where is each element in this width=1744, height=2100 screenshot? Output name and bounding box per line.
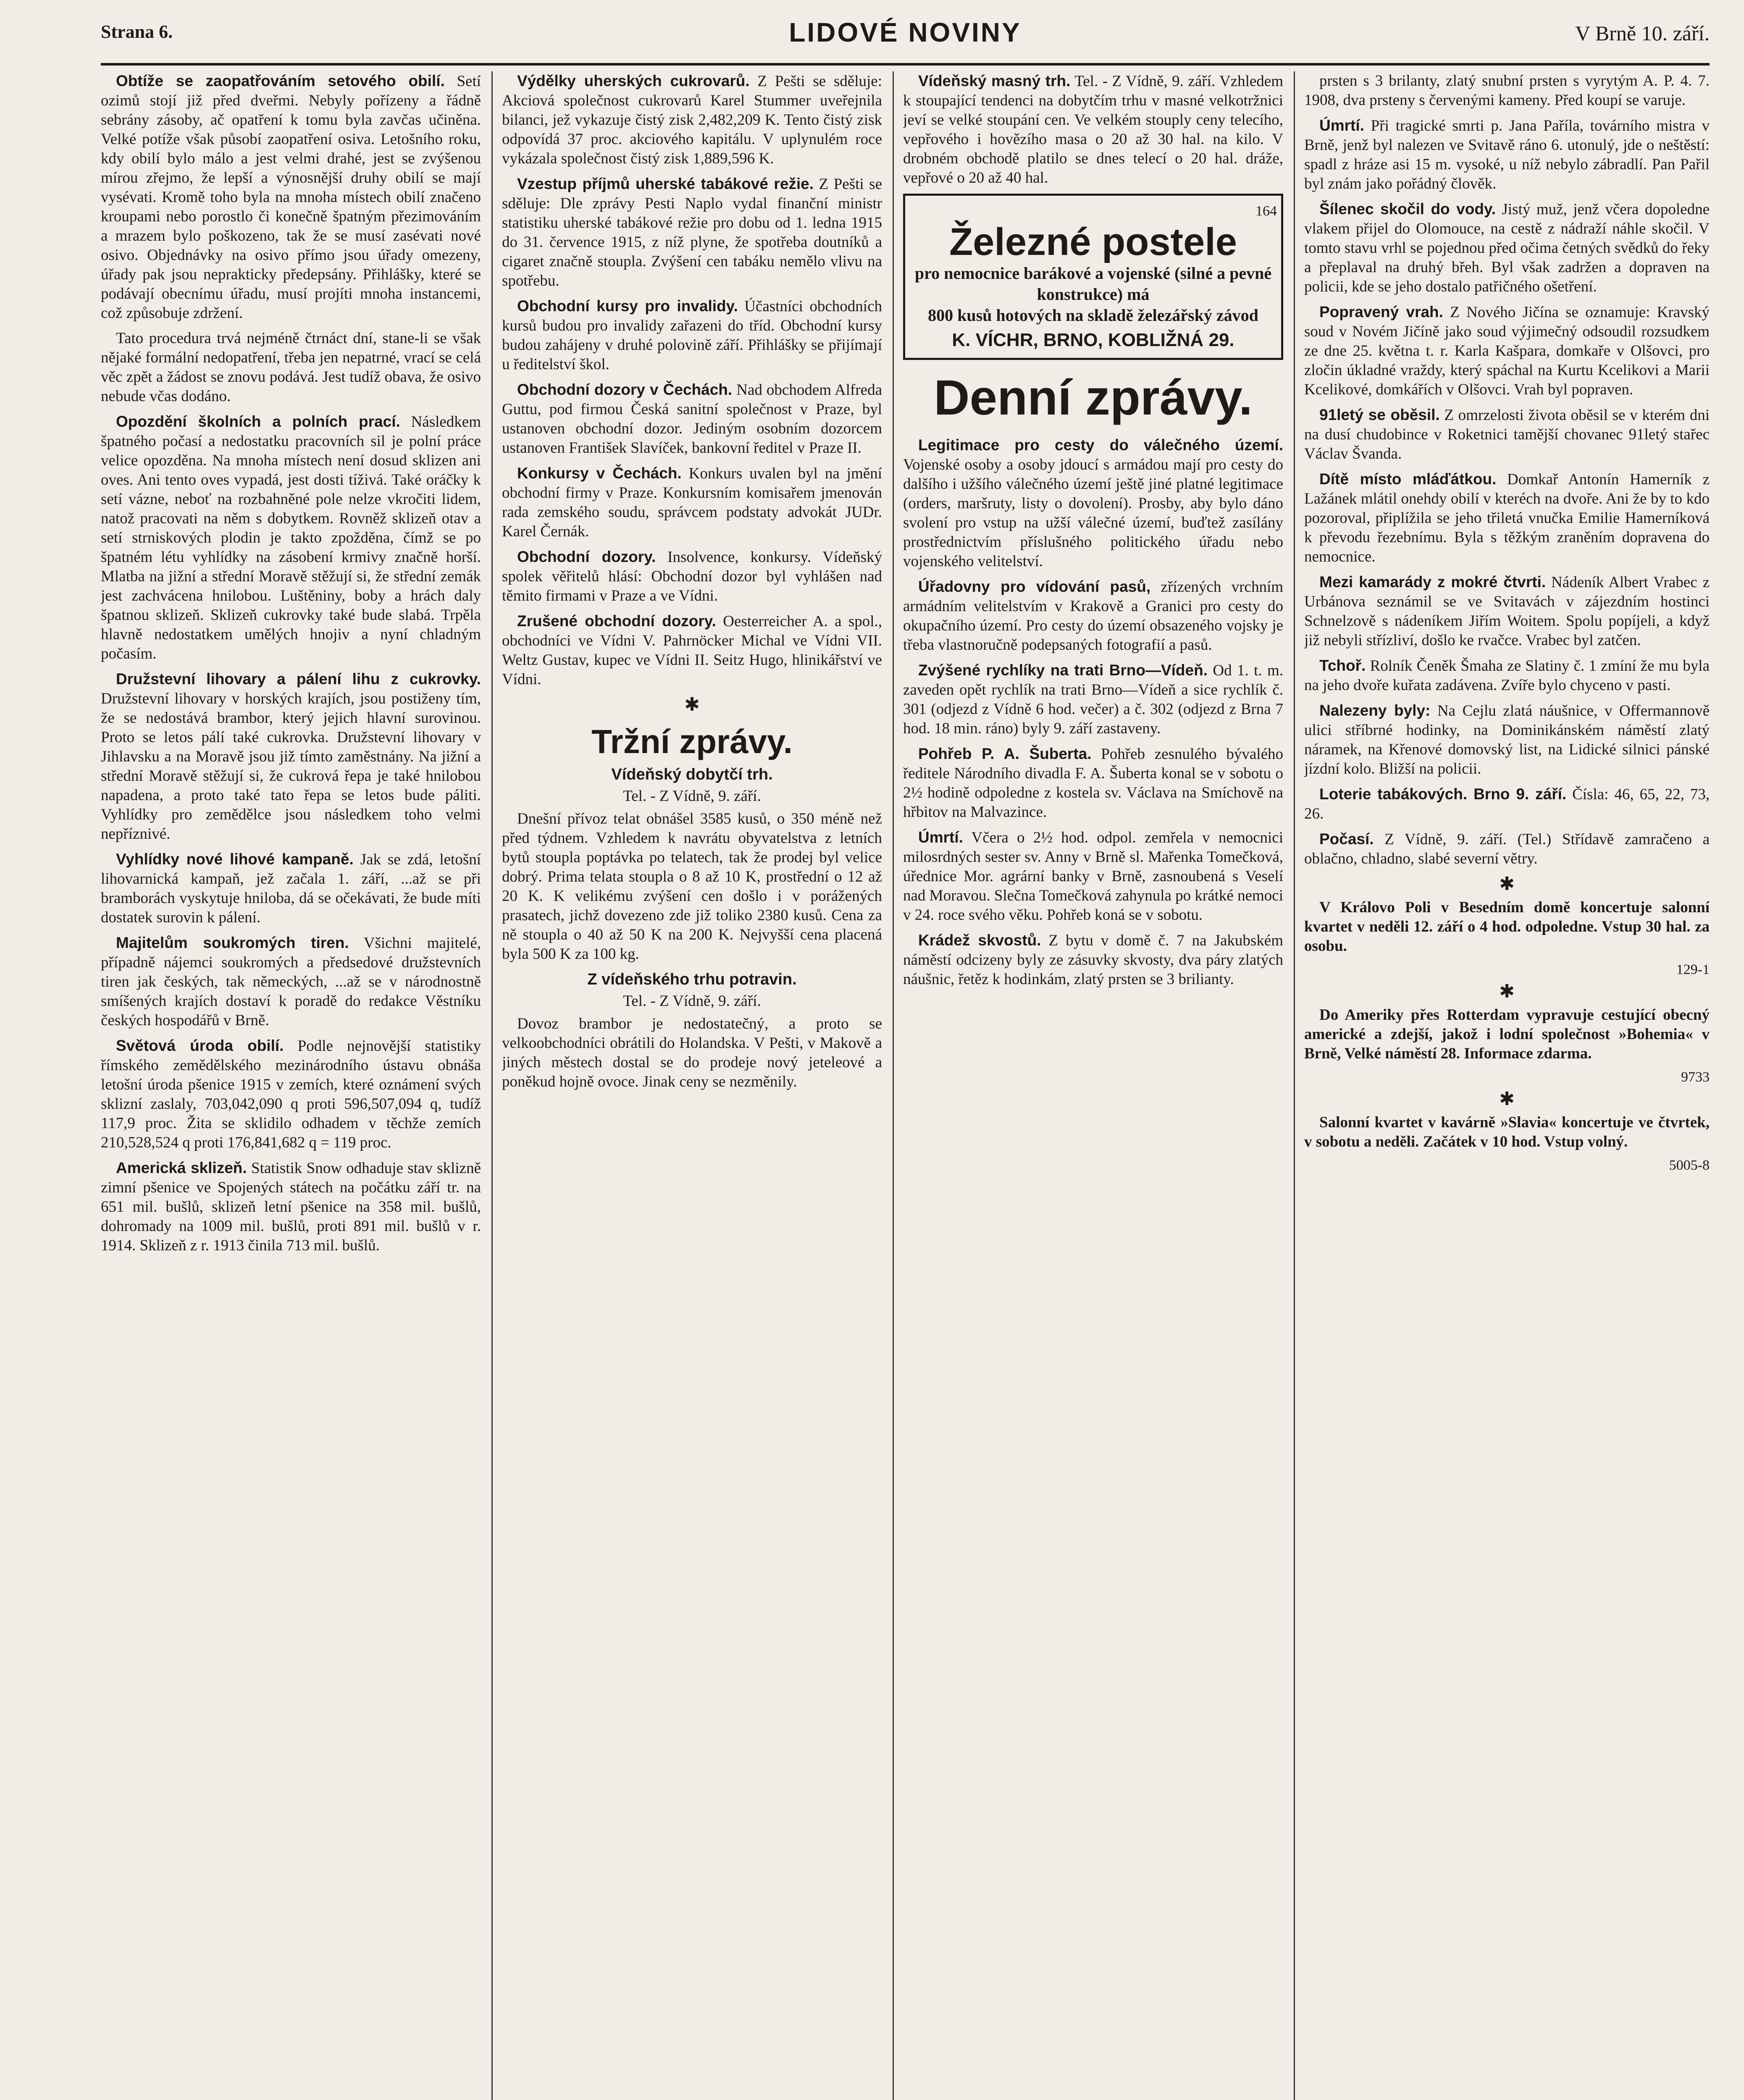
article bbox=[1304, 71, 1710, 110]
article-body: Jistý muž, jenž včera dopoledne vlakem přijel do Olomouce, na cestě z nádraží náhle skočil. V tomto stavu vrhl se pojednou před očima četných svědků do řeky a přeplaval na druhý břeh. Byl však zadržen a dopraven na policii, kde se jeho dostalo patřičného ošetření. bbox=[1304, 201, 1710, 295]
article-body: Insolvence, konkursy. Vídeňský spolek věřitelů hlásí: Obchodní dozor byl vyhlášen nad těmito firmami v Praze a ve Vídni. bbox=[502, 549, 882, 604]
article bbox=[502, 380, 882, 458]
article-body: Při tragické smrti p. Jana Paříla, továrního mistra v Brně, jenž byl nalezen ve Svitavě ráno 6. utonulý, jde o neštěstí: spadl z hráze asi 15 m. vysoké, u níž nebylo zábradlí. Pan Pařil byl znám jako pořádný člověk. bbox=[1304, 117, 1710, 192]
column-divider bbox=[1294, 71, 1295, 2100]
article-title: Pohřeb P. A. Šuberta. bbox=[918, 745, 1092, 762]
article-title: Zvýšené rychlíky na trati Brno—Vídeň. bbox=[918, 662, 1208, 679]
article-title: Nalezeny byly: bbox=[1319, 702, 1431, 719]
daily-news-heading: Denní zprávy. bbox=[934, 370, 1253, 425]
article bbox=[1304, 572, 1710, 650]
article bbox=[1304, 302, 1710, 399]
article-title: Popravený vrah. bbox=[1319, 303, 1443, 320]
article-title: Úmrtí. bbox=[918, 829, 963, 846]
article-body: Z Pešti se sděluje: Dle zprávy Pesti Naplo vydal finanční ministr statistiku uherské tabákové režie pro dobu od 1. ledna 1915 do 31. července 1915, z níž plyne, že spotřeba doutníků a cigaret značně stoupla. Zvýšení cen tabáku nemělo vlivu na spotřebu. bbox=[502, 176, 882, 289]
separator-star: ✱ bbox=[1499, 981, 1515, 1002]
article-body: Z bytu v domě č. 7 na Jakubském náměstí odcizeny byly ze zásuvky skvosty, dva páry zlatých náušnic, řetěz k hodinkám, zlatý prsten se 3 brilianty. bbox=[903, 932, 1283, 988]
article-body: Družstevní lihovary v horských krajích, jsou postiženy tím, že se nedostává brambor, který jejich hlavní surovinou. Proto se letos pálí také cukrovka. Družstevní lihovary v Jihlavsku a na Moravě jsou již tímto zaměstnány. Na jižní a střední Moravě stěžují si, že cukrová řepa je také hnilobou napadena, a proto také tato řepa se letos bude páliti. Vyhlídky pro zemědělce jsou následkem toho velmi nepříznivé. bbox=[101, 690, 481, 843]
article-body: Oesterreicher A. a spol., obchodníci ve Vídni V. Pahrnöcker Michal ve Vídni VII. Weltz Gustav, kupec ve Vídni II. Seitz Hugo, hlinikářství ve Vídni. bbox=[502, 613, 882, 688]
article-body: Rolník Čeněk Šmaha ze Slatiny č. 1 zmíní že mu byla na jeho dvoře kuřata zadávena. Zvíře bylo chyceno v pasti. bbox=[1304, 657, 1710, 694]
article-body: Nad obchodem Alfreda Guttu, pod firmou Česká sanitní společnost v Praze, byl ustanoven obchodní dozor. Jediným osobním dozorcem ustanoven František Slavíček, bankovní ředitel v Praze II. bbox=[502, 381, 882, 457]
article bbox=[1304, 200, 1710, 297]
article-body: Konkurs uvalen byl na jmění obchodní firmy v Praze. Konkursním komisařem jmenován rada zemského soudu, správcem podstaty advokát JUDr. Karel Černák. bbox=[502, 465, 882, 540]
article bbox=[1304, 656, 1710, 695]
notice-ref: 129-1 bbox=[1676, 962, 1710, 977]
article bbox=[903, 436, 1283, 571]
column-2 bbox=[502, 71, 882, 2100]
article-title: Obchodní dozory v Čechách. bbox=[517, 381, 733, 398]
article bbox=[903, 577, 1283, 655]
article bbox=[502, 464, 882, 541]
article bbox=[1304, 830, 1710, 869]
article-body: Nádeník Albert Vrabec z Urbánova seznámil se ve Svitavách v zájezdním hostinci Schnelzově s nádeníkem Jiřím Woitem. Spolu popíjeli, a když již nebyli střízliví, došlo ke rvačce. Vrabec byl zatčen. bbox=[1304, 574, 1710, 649]
market-subheading-food: Z vídeňského trhu potravin. bbox=[587, 971, 797, 988]
article bbox=[1304, 785, 1710, 824]
article-body: Z Pešti se sděluje: Akciová společnost cukrovarů Karel Stummer uveřejnila bilanci, jež vykazuje čistý zisk 2,482,209 K. Tento čistý zisk odpovídá 37 proc. akciového kapitálu. V uplynulém roce vykázala společnost čistý zisk 1,889,596 K. bbox=[502, 73, 882, 167]
article bbox=[502, 71, 882, 168]
article bbox=[1304, 701, 1710, 779]
article bbox=[903, 744, 1283, 822]
separator-star: ✱ bbox=[684, 694, 700, 715]
article-body: Následkem špatného počasí a nedostatku pracovních sil je polní práce velice opozděna. Na mnoha místech není dosud sklizen ani oves. Ani tento oves vypadá, jest dosti tíživá. Také oráčky k setí vázne, neboť na rozbahněné pole nelze vkročiti lidem, natož pracovati na něm s dobytkem. Rovněž sklizeň otav a setí strniskových plodin je takto zpožděna, čímž se po špatném létu vyhlídky na zásobení krmivy značně horší. Mlatba na jižní a střední Moravě stěžují si, že střední zemák jest zachvácena hnilobou. Luštěniny, boby a hrách daly špatnou sklizeň. Sklizeň cukrovky také bude slabá. Trpěla hlavně nedostatkem umělých hnojiv a nyní chladným počasím. bbox=[101, 413, 481, 662]
article bbox=[101, 1158, 481, 1255]
article-body: Čísla: 46, 65, 22, 73, 26. bbox=[1304, 786, 1710, 822]
article-body: zřízených vrchním armádním velitelstvím v Krakově a Granici pro cesty do okupačního území. Pro cesty do území obsazeného vojsky je třeba vlastnoručně podepsaných fotografií a pasů. bbox=[903, 578, 1283, 654]
ad-headline: Železné postele bbox=[949, 220, 1237, 263]
article-title: Majitelům soukromých tiren. bbox=[116, 934, 349, 951]
article-title: Loterie tabákových. Brno 9. září. bbox=[1319, 785, 1567, 803]
ad-line-1: pro nemocnice barákové a vojenské (silné a pevné konstrukce) má bbox=[914, 264, 1272, 304]
article bbox=[1304, 405, 1710, 464]
market-dateline-cattle: Tel. - Z Vídně, 9. září. bbox=[623, 788, 761, 805]
article bbox=[101, 71, 481, 323]
market-heading: Tržní zprávy. bbox=[591, 723, 793, 760]
article-body: Z Vídně, 9. září. (Tel.) Střídavě zamračeno a oblačno, chladno, slabé severní větry. bbox=[1304, 831, 1710, 867]
article-body: Pohřeb zesnulého bývalého ředitele Národního divadla F. A. Šuberta konal se v sobotu o 2½ hodině odpoledne z kostela sv. Václava na Smíchově na hřbitov na Malvazince. bbox=[903, 746, 1283, 821]
article bbox=[101, 669, 481, 844]
column-3 bbox=[903, 71, 1283, 2100]
article-title: Mezi kamarády z mokré čtvrti. bbox=[1319, 573, 1546, 591]
classified-notice: Salonní kvartet v kavárně »Slavia« koncertuje ve čtvrtek, v sobotu a neděli. Začátek v 10 hod. Vstup volný. bbox=[1304, 1114, 1710, 1150]
article bbox=[101, 412, 481, 664]
market-report-cattle: Dnešní přívoz telat obnášel 3585 kusů, o 350 méně než před týdnem. Vzhledem k navrátu obyvatelstva z letních bytů stoupla poptávka po telatech, tak že prodej byl velice dobrý. Prima telata stoupla o 8 až 10 K, prostřední o 12 až 20 K. K velikému zvýšení cen došlo i v porážených prasatech, jichž dovezeno zde již toliko 2380 kusů. Cena za ně stoupla o 40 až 50 K na 200 K. Nejvyšší cena placená byla 500 K za 100 kg. bbox=[502, 810, 882, 963]
article-body: Tato procedura trvá nejméně čtrnáct dní, stane-li se však nějaké formální nedopatření, třeba jen nepatrné, vrací se celá věc zpět a žádost se znovu podává. Jest tudíž obava, že osivo nebude včas dodáno. bbox=[101, 330, 481, 405]
article-body: Setí ozimů stojí již před dveřmi. Nebyly pořízeny a řádně sebrány zásoby, ač opatření k tomu byla zavčas učiněna. Velké potíže však působí zaopatření osiva. Letošního roku, kdy obilí bylo málo a jest velmi drahé, jest se zvýšenou mírou zřejmo, že lepší a výnosnější druhy obilí se mají vysévati. Kromě toho byla na mnoha místech obilí značeno kroupami nebo porostlo či konečně špatným přezimováním a mrazem bylo poškozeno, tak že se musí zasévati nové osivo. Objednávky na osivo přímo jsou úřady omezeny, úřady pak jsou neprakticky předepsány. Přihlášky, které se podávají obecnímu úřadu, musí projíti mnoha instancemi, což způsobuje zdržení. bbox=[101, 73, 481, 322]
article-body: prsten s 3 brilanty, zlatý snubní prsten s vyrytým A. P. 4. 7. 1908, dva prsteny s červenými kameny. Před koupí se varuje. bbox=[1304, 72, 1710, 109]
page-label: Strana 6. bbox=[101, 21, 173, 42]
article-body: Jak se zdá, letošní lihovarnická kampaň, jež začala 1. září, ...až se při bramborách vyskytuje hniloba, dá se očekávati, že bude míti dostatek surovin k pálení. bbox=[101, 851, 481, 926]
article-title: Tchoř. bbox=[1319, 657, 1366, 674]
article-title: Americká sklizeň. bbox=[116, 1159, 247, 1176]
article-body: Z Nového Jičína se oznamuje: Kravský soud v Novém Jičíně jako soud výjimečný odsoudil rozsudkem ze dne 25. května t. r. Karla Kašpara, domkaře v Olšovci, pro zločin úkladné vraždy, který spáchal na Kurtu Kcelikovi a Marii Kcelikové, domkářích v Olšovci. Vrah byl popraven. bbox=[1304, 304, 1710, 398]
market-dateline-food: Tel. - Z Vídně, 9. září. bbox=[623, 992, 761, 1010]
article bbox=[101, 933, 481, 1030]
article bbox=[1304, 116, 1710, 194]
article-title: Legitimace pro cesty do válečného území. bbox=[918, 436, 1283, 454]
ad-ref: 164 bbox=[1255, 203, 1277, 219]
ad-line-2: 800 kusů hotových na skladě železářský závod bbox=[928, 306, 1258, 325]
article bbox=[502, 612, 882, 689]
article bbox=[101, 850, 481, 927]
article-body: Všichni majitelé, případně nájemci soukromých a předsedové družstevních tiren jak českých, tak německých, ...až se v národnostně smíšených krajích dostaví k poradě do redakce Věstníku českých hospodářů v Brně. bbox=[101, 934, 481, 1029]
article-title: Vídeňský masný trh. bbox=[918, 72, 1071, 89]
article-body: Z omrzelosti života oběsil se v kterém dni na dusí chudobince v Roketnici tamější chovanec 91letý stařec Václav Švanda. bbox=[1304, 407, 1710, 462]
article-title: Šílenec skočil do vody. bbox=[1319, 200, 1496, 218]
column-1 bbox=[101, 71, 481, 2100]
article-title: Obtíže se zaopatřováním setového obilí. bbox=[116, 72, 445, 89]
header-rule bbox=[101, 63, 1710, 66]
article-title: Krádež skvostů. bbox=[918, 932, 1041, 949]
article-body: Statistik Snow odhaduje stav sklizně zimní pšenice ve Spojených státech na počátku září tr. na 651 mil. bušlů, sklizeň letní pšenice na 358 mil. bušlů, dohromady na 1009 mil. bušlů, proti 891 mil. bušlů v r. 1914. Sklizeň z r. 1913 činila 713 mil. bušlů. bbox=[101, 1160, 481, 1254]
article-title: Vyhlídky nové lihové kampaně. bbox=[116, 850, 354, 868]
article bbox=[903, 828, 1283, 925]
article-title: Úmrtí. bbox=[1319, 117, 1364, 134]
article-title: Výdělky uherských cukrovarů. bbox=[517, 72, 750, 89]
article-body: Od 1. t. m. zaveden opět rychlík na trati Brno—Vídeň a sice rychlík č. 301 (odjezd z Vídně 6 hod. večer) a č. 302 (odjezd z Brna 7 hod. 18 min. ráno) byly 9. září zastaveny. bbox=[903, 662, 1283, 737]
article-title: Konkursy v Čechách. bbox=[517, 465, 682, 482]
article-body: Tel. - Z Vídně, 9. září. Vzhledem k stoupající tendenci na dobytčím trhu v masné velkotržnici jeví se velké stoupání cen. Ve velkém stouply ceny telecího, vepřového i hovězího masa o 20 až 30 hal. na kilo. V drobném obchodě platilo se dnes telecí o 20 hal. dráže, vepřové o 20 až 40 hal. bbox=[903, 73, 1283, 186]
separator-star: ✱ bbox=[1499, 1089, 1515, 1109]
article-title: Vzestup příjmů uherské tabákové režie. bbox=[517, 175, 814, 192]
notice-ref: 5005-8 bbox=[1669, 1158, 1710, 1173]
article-body: Vojenské osoby a osoby jdoucí s armádou mají pro cesty do dalšího i užšího válečného území ještě jiné platné legitimace (orders, maršruty, listy o dovolení). Prosby, aby bylo dáno svolení pro vstup na užší válečné území, buďtež zasílány prostřednictvím příslušného politického úřadu nebo vojenského velitelství. bbox=[903, 456, 1283, 570]
article bbox=[903, 71, 1283, 188]
article bbox=[101, 1036, 481, 1152]
article-title: Počasí. bbox=[1319, 830, 1374, 848]
notice-ref: 9733 bbox=[1681, 1069, 1710, 1085]
article-body: Domkař Antonín Hamerník z Lažánek mlátil onehdy obilí v kteréch na dvoře. Ani že by to kdo pozoroval, připlížila se jeho třiletá vnučka Emilie Hamerníková k převodu řezebnímu. Byla s těžkým zraněním dopravena do nemocnice. bbox=[1304, 471, 1710, 565]
classified-notice: Do Ameriky přes Rotterdam vypravuje cestující obecný americké a zdejší, jakož i lodní společnost »Bohemia« v Brně, Velké náměstí 28. Informace zdarma. bbox=[1304, 1006, 1710, 1062]
market-report-food: Dovoz brambor je nedostatečný, a proto se velkoobchodníci obrátili do Holandska. V Pešti, v Makově a jiných městech dostal se do prodeje nový jeteleové a poněkud hojně ovoce. Jinak ceny se nezměnily. bbox=[502, 1015, 882, 1090]
separator-star: ✱ bbox=[1499, 874, 1515, 894]
page-header bbox=[101, 13, 1710, 59]
article-body: Účastníci obchodních kursů budou pro invalidy zařazeni do tříd. Obchodní kursy budou zahájeny v druhé polovině září. Přihlášky se přijímají u ředitelství škol. bbox=[502, 298, 882, 373]
article-title: Obchodní dozory. bbox=[517, 548, 656, 565]
column-divider bbox=[893, 71, 894, 2100]
article bbox=[502, 547, 882, 606]
article-title: Světová úroda obilí. bbox=[116, 1037, 284, 1054]
article-title: Obchodní kursy pro invalidy. bbox=[517, 297, 738, 315]
column-4 bbox=[1304, 71, 1710, 2100]
issue-date: V Brně 10. září. bbox=[1575, 21, 1710, 45]
article-body: Včera o 2½ hod. odpol. zemřela v nemocnici milosrdných sester sv. Anny v Brně sl. Mařenka Tomečková, úřednice Mor. agrární banky v Brně, zasnoubená s Veselí nad Moravou. Slečna Tomečková zahynula po krátké nemoci v 24. roce svého věku. Pohřeb koná se v sobotu. bbox=[903, 829, 1283, 924]
article bbox=[502, 297, 882, 374]
article-body: Na Cejlu zlatá náušnice, v Offermannově ulici stříbrné hodinky, na Dominikánském náměstí zlatý náramek, na Křenové domovský list, na Lidické silnici pánské jízdní kolo. Bližší na policii. bbox=[1304, 702, 1710, 777]
advertisement-beds bbox=[903, 194, 1283, 360]
article-title: Opozdění školních a polních prací. bbox=[116, 413, 400, 430]
article-title: Dítě místo mláďátkou. bbox=[1319, 470, 1497, 488]
article-title: 91letý se oběsil. bbox=[1319, 406, 1440, 423]
article bbox=[903, 661, 1283, 738]
market-subheading-cattle: Vídeňský dobytčí trh. bbox=[611, 766, 773, 783]
article bbox=[101, 329, 481, 406]
classified-notice: V Královo Poli v Besedním domě koncertuje salonní kvartet v neděli 12. září o 4 hod. odpoledne. Vstup 30 hal. za osobu. bbox=[1304, 899, 1710, 955]
article bbox=[903, 931, 1283, 989]
column-divider bbox=[491, 71, 493, 2100]
article-body: Podle nejnovější statistiky římského zemědělského mezinárodního ústavu obnáša letošní úroda pšenice 1915 v zemích, které oznámení svých sklizní zaslaly, 703,042,090 q proti 596,507,094 q, tudíž 117,9 proc. Žita se sklidilo odhadem v těchže zemích 210,528,524 q proti 176,841,682 q = 119 proc. bbox=[101, 1037, 481, 1151]
article-title: Zrušené obchodní dozory. bbox=[517, 612, 716, 630]
ad-footer: K. VÍCHR, BRNO, KOBLIŽNÁ 29. bbox=[952, 330, 1234, 350]
article bbox=[502, 174, 882, 291]
article-title: Družstevní lihovary a pálení lihu z cukrovky. bbox=[116, 670, 481, 688]
article bbox=[1304, 470, 1710, 567]
masthead: LIDOVÉ NOVINY bbox=[789, 17, 1022, 47]
article-title: Úřadovny pro vídování pasů, bbox=[918, 578, 1151, 595]
